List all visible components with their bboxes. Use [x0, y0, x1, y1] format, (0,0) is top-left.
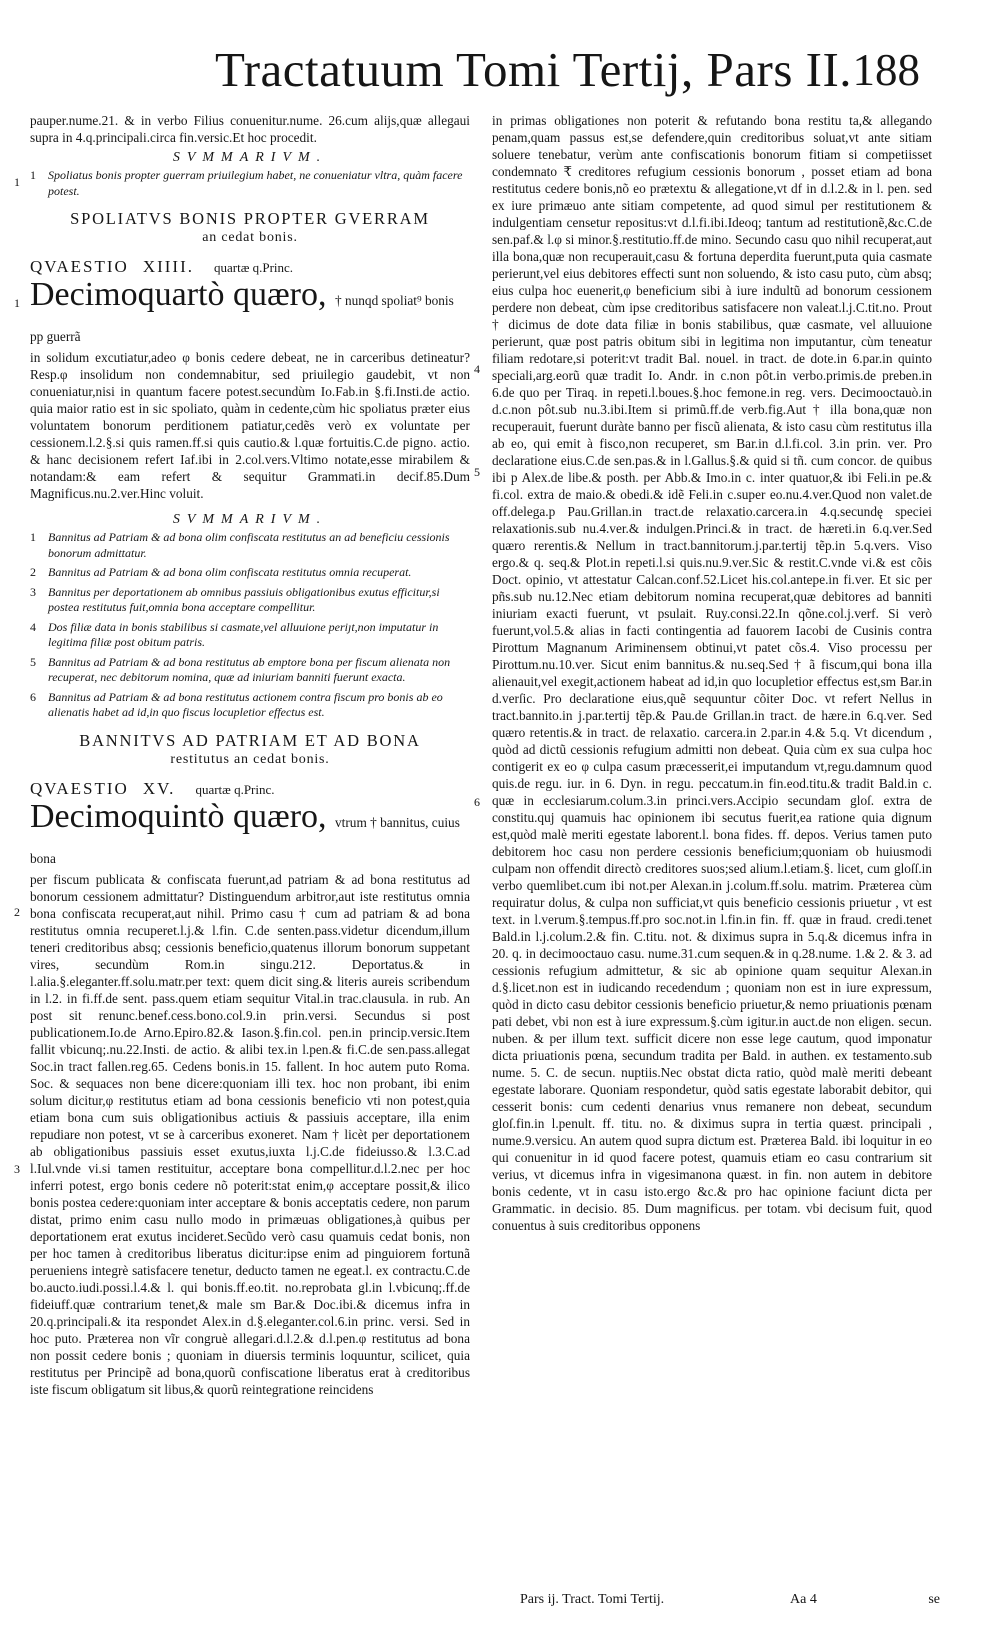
margin-note-number: 6: [474, 795, 480, 809]
summary-list: [30, 530, 470, 721]
footer-title: Pars ij. Tract. Tomi Tertij.: [520, 1592, 665, 1607]
catchword: se: [928, 1592, 940, 1607]
question-opening: Decimoquartò quæro, † nunqd spoliat⁹ bonis pp guerrã: [30, 276, 454, 344]
summary-heading: SVMMARIVM.: [172, 512, 328, 527]
question-heading: QVAESTIO XV. quartæ q.Princ.: [30, 778, 275, 798]
running-title: Tractatuum Tomi Tertij, Pars II.: [215, 42, 853, 97]
margin-note-number: 3: [14, 1162, 20, 1176]
paragraph: pauper.nume.21. & in verbo Filius conuenitur.nume. 26.cum alijs,quæ allegaui supra in 4.q.principali.circa fin.versic.Et hoc procedit.: [30, 113, 470, 145]
paragraph: in solidum excutiatur,adeo φ bonis cedere debeat, ne in carceribus detineatur? Resp.φ insolidum non condemnabitur, sed priuilegio gaudebit, vt non conueniatur,nisi in quantum facere potest.secundùm Io.Fab.in §.fi.Insti.de actio. quia maior ratio est in sic spoliato, quàm in cedente,cùm hic spoliatus præter eius voluntatem bonorum perditionem patiatur,cedẽs verò ex voluntate per cessionem.l.2.§.si quis ramen.ff.si quis cautio.& l.quæ fortuitis.C.de pigno. actio. & hanc decisionem refert Iaf.ibi in 2.col.vers.Vltimo notate,esse mirabilem & notandam:& eam refert & sequitur Grammati.in decif.85.Dum Magnificus.nu.2.ver.Hinc voluit.: [30, 350, 470, 501]
summary-item: 5 Bannitus ad Patriam & ad bona restitutus ab emptore bona per fiscum alienata non recuperat, nec debitorum nomina, quæ ad iniuriam banniti fuerunt exacta.: [30, 654, 451, 684]
paragraph: in primas obligationes non poterit & refutando bona restitu ta,& allegando penam,quam passus est,se defendere,quin creditoribus soluat,vt ante sitiam soluere tenebatur, verùm ante confiscationis bonorum fitiam si competiisset condemnato ₹ creditores refugium cessionis bonorum , posset etiam ad bona restitutus cedere bonis,nõ eo prætextu & allegatione,vt df in d.l.2.& in l. pen. sed ex iure primæuo ante sitiam competente, ad quod simul per restitutionem & indulgentiam censetur repositus:vt d.l.fi.ibi.Ideoq; tantum ad restitutionẽ,&c.C.de sen.paf.& l.φ si minor.§.restitutio.ff.de mino. Secundo casu quo nihil recuperat,aut illa bona,quæ non recuperauit,casu & fortuna deperdita fuerunt,puta quia casmate perierunt,vel eius debitores effecti sunt non soluendo, & isto casu puto, cùm absq; eius culpa hoc euenerit,φ beneficium sibi à iure indultũ ad bonorum cessionem perdere non debeat, cùm ipse creditoribus satisfacere non valeat.l.j.C.tit.no. Prout † dicimus de dote data filiæ in bonis stabilibus, quæ casmate, vel alluuione perierunt, quæ post patris obitum sibi in legitima non imputantur, cùm teneatur filiam redotare,si poterit:vt tradit Bal. nouel. in tract. de dote.in 6.par.in quinto speciali,arg.eorũ quæ tradit Io. Andr. in c.non pôt.in verbo.primis.de preben.in 6.de quo per Tiraq. in repeti.l.boues.§.hoc femone.in reg. vers. Decimooctauò.in d.c.non pôt.sub nu.3.ibi.Item si primũ.ff.de verb.fig.Aut † illa bona,quæ non recuperauit, fuerunt duràte banno per fiscũ alienata, & isto casu cùm restitutus illa ab eo, qui emit à fisco,non recuperet, sm Bar.in d.l.fi.col. 3.in prin. ver. Pro declaratione eius.C.de sen.pas.& in l.Gallus.§.& quid si tñ. cum concor. de quibus ibi p Alex.de libe.& posth. per Abb.& Imo.in c. inter quatuor,& ibi Feli.in pe.& fi.col. extra de maio.& obedi.& idẽ Feli.in c.super eo.nu.4.ver.Quod non valet.de off.delega.p Pau.Grillan.in tract.de relaxatio.carcera.in 4.q.secundę speciei relaxationis.sub nu.4.ver.& indulgen.Princi.& in tract. de hæreti.in 6.q.ver.Sed quæro rerentis.& Nellum in tract.bannitorum.j.par.tertij tẽp.in 5.q.vers. Viso ergo.& q. seq.& Plot.in repeti.l.si quis.nu.9.ver.Sic & restit.C.vnde vi.& est cõis Doct. opinio, vt attestatur Calcan.conf.52.Licet his.col.antepe.in fi.ver. Et sic per pñs.sub nu.12.Nec etiam debitorum nomina recuperat,quæ debitores ad banniti iniuriam exacti fuerunt, vt psulait. Ruy.consi.22.In qõne.col.j.verf. Si verò fuerunt,vol.5.& alias in facti contingentia ad fauorem Iacobi de Cusinis contra Pirottum Magnanum Ariminensem obtinui,vt patet cõs.4. Viso processu per Pirottum.nu.10.ver. Sicut enim bannitus.& nu.seq.Sed † ã fiscum,qui bona illa alienauit,vel exegit,actionem habeat ad id,in quo locupletior effectus est,sm Bar.in d.verſic. Pro declaratione eius,quẽ sequuntur cõiter Doc. vt refert Nellus in tract.bannito.in j.par.tertij tẽp.& Pau.de Grillan.in tract. de hære.in 6.q.ver. Sed quæro retentis.& in tract. de relaxatio. carcera.in 2.par.in 4.& 5.q. Vt dicendum , quòd ad dictũ cessionis refugium admitti non debeat. Quia cùm ex sua culpa hoc contigerit ex eo φ culpa casum præcesserit,ei imputandum vt,regu.damnum quod quis.de regu. iur. in 6. Dyn. in regu. peccatum.in fin.eod.titu.& tradit Bald.in c. quæ in ecclesiarum.colum.3.in princi.vers.Accipio secundam gloſ. extra de constitu.quj quamuis hac opinionem ibi secutus fuerit,ea ratione quia dignum est,quòd malè meriti egestate laborent.l. bona fides. ff. depos. Verius tamen puto debitorem hoc casu non perdere cessionis beneficium;quoniam ob huiusmodi culpam non offendit directò creditores suos;sed alium.l.etiam.§. licet, cum gloſſ.in verbo quemlibet.cum ibi not.per Alexan.in j.colum.ff.solu. matrim. Præterea cùm requiratur dolus, & culpa non sufficiat,vt quis beneficio cessionis priuetur , vt est text. in l.verum.§.tempus.ff.pro soc.not.in l.fin.in fin. ff. quæ in fraud. credi.tenet Bald.in l.j.colum.2.& fin. C.titu. not. & diximus supra in 5.q.& dicemus infra in 20. q. in decimooctauo casu. nume.31.cum sequen.& in q.28.nume. 1.& 2. & 3. ad cessionis refugium admittetur, & sic ab opinione quam sequitur Alexan.in d.§.licet.non est in iudicando recedendum ; quoniam non est in iure expressum, quòd in dicto casu debitor cessionis beneficio priuetur,& nemo priuationis pœnam pati debet, vbi non est à iure expressum.§.cùm igitur.in auct.de non eligen. secun. nuben. & per illum text. sufficit dicere non esse lege cautum, quod imponatur dicta priuationis pœna, secundum tradita per Bald. in authen. ex testamento.sub nume. 5. C. de secun. nuptiis.Nec obstat dicta ratio, quòd malè meriti debeant egestate laborare. Quoniam respondetur, quòd satis egestate laborabit debitor, qui cesserit bonis: cum cedenti denarius vnus remanere non debeat, secundum gloſ.fin.in l.penult. ff. titu. no. & diximus supra in tertia quæst. principali , nume.9.versicu. An autem quod supra dictum est. Præterea Bald. ibi loquitur in eo qui conuenitur in id quod facere potest, quamuis etiam eo casu contrarium sit verius, vt dicemus infra in vigesimanona quæst. in fin. non autem in debitore bonis cedente, vt in casu isto.ergo &c.& pro hac opinione faciunt dicta per Grammatic. in decisio. 85. Dum magnificus. per totam. vbi decisum fuit, quod conuentus à suis creditoribus opponens: [492, 113, 932, 1233]
summary-item: 6 Bannitus ad Patriam & ad bona restitutus actionem contra fiscum pro bonis ab eo alienatis habet ad id,in quo fiscus locupletior effectus est.: [30, 689, 443, 719]
summary-item: 2 Bannitus ad Patriam & ad bona olim confiscata restitutus omnia recuperat.: [30, 565, 412, 579]
page-header: [40, 38, 960, 102]
summary-item: 4 Dos filiæ data in bonis stabilibus si casmate,vel alluuione periȷt,non imputatur in legitima filiæ post obitum patris.: [30, 619, 439, 649]
summary-heading: SVMMARIVM.: [172, 150, 328, 165]
summary-list: [30, 168, 470, 199]
margin-note-number: 1: [14, 175, 20, 189]
section-title: SPOLIATVS BONIS PROPTER GVERRAM an cedat bonis.: [70, 209, 430, 245]
paragraph: per fiscum publicata & confiscata fuerunt,ad patriam & ad bona restitutus ad bonorum cessionem admittatur? Distinguendum arbitror,aut iste restitutus omnia bona confiscata recuperat,aut nihil. Primo casu † cum ad patriam & ad bona restitutus omnia recuperet.l.j.& l.fin. C.de senten.pass.videtur dicendum,illum teneri creditoribus absq; cessionis beneficio,quatenus illorum bonorum suppetant vires, secundùm Rom.in singu.212. Deportatus.& in l.alia.§.eleganter.ff.solu.matr.per text: quem dicit sing.& literis aureis scribendum in l.2. in fi.ff.de sent. pass.quem etiam sequitur Vital.in trac.clausula. in rub. An post sit renunc.benef.cess.bono.col.9.in prin.versi. Secundus si post publicationem.Io.de Arno.Epiro.82.& Iason.§.fin.col. pen.in princip.versic.Item fallit vbicunq;.nu.22.Insti. de actio. & alibi tex.in l.pen.& fi.C.de sen.pass.allegat Soc.in tract fallen.reg.65. Cedens bonis.in 15. fallent. In hoc autem puto Roma. Soc. & sequaces non bene dicere:quoniam illi tex. hoc non probant, ibi enim solum dicitur,φ restitutus etiam ad bona cessionis beneficio vti non potest,quia etiam bona cum suis obligationibus actiuis & passiuis acceptare, illa enim repudiare non potest, vt se à carceribus exoneret. Nam † licèt per deportationem ab obligationibus passiuis esset exutus,iuxta l.j.C.de fideiusso.& l.3.C.ad l.Iul.vnde vi.si tamen restituitur, acceptare bona compellitur.d.l.2.nec per hoc inferri potest, ergo bonis cedere nõ poterit:stat enim,φ acceptare possit,& ilico bonis postea cedere:quoniam inter acceptare & bonis acceptatis cedere, non parum distat, primo enim casu nullo modo in primæuas obligationes,à quibus per deportationem erat exutus incideret.Secũdo verò casu quamuis cedat bonis, non per hoc tamen à creditoribus liberatus dicitur:ipse enim ad pinguiorem fortunã perueniens integrè satisfacere tenetur, deducto tamen ne egeat.l. ex contractu.C.de bo.aucto.iudi.possi.l.4.& l. qui bonis.ff.eo.tit. no.reprobata gl.in l.vbicunq;.ff.de fideiuff.quæ contrarium tenet,& male sm Bar.& Doc.ibi.& dicemus infra in 20.q.principali.& ita respondet Alex.in d.§.eleganter.col.6.in princ. versi. Sed in hoc puto. Præterea non vĩr congruè allegari.d.l.2.& d.l.pen.φ restitutus ad bona non possit cedere bonis ; quoniam in diuersis terminis loquuntur, scilicet, quia restitutus per Principẽ ad bona,quorũ confiscatione liberatus erat à creditoribus iste fiscum obligatum sit libus,& quorũ reintegratione reincidens: [30, 871, 470, 1397]
question-opening: Decimoquintò quæro, vtrum † bannitus, cuius bona: [30, 797, 460, 866]
summary-item: 1 Bannitus ad Patriam & ad bona olim confiscata restitutus an ad beneficiu cessionis bonorum admittatur.: [30, 530, 450, 560]
page-footer: [520, 1592, 940, 1614]
margin-note-number: 4: [474, 362, 480, 376]
signature-mark: Aa 4: [790, 1592, 817, 1607]
margin-note-number: 2: [14, 905, 20, 919]
summary-item: 3 Bannitus per deportationem ab omnibus passiuis obligationibus exutus efficitur,si postea restitutus fuit,omnia bona acceptare compellitur.: [30, 584, 440, 614]
left-column: [30, 112, 470, 1612]
summary-item: 1 Spoliatus bonis propter guerram priuilegium habet, ne conueniatur vltra, quàm facere potest.: [30, 168, 463, 198]
margin-note-number: 5: [474, 465, 480, 479]
section-title: BANNITVS AD PATRIAM ET AD BONA restitutus an cedat bonis.: [79, 730, 421, 767]
right-column: [492, 112, 932, 1612]
margin-note-number: 1: [14, 296, 20, 310]
page-number: 188: [852, 45, 920, 95]
question-heading: QVAESTIO XIIII. quartæ q.Princ.: [30, 257, 294, 276]
